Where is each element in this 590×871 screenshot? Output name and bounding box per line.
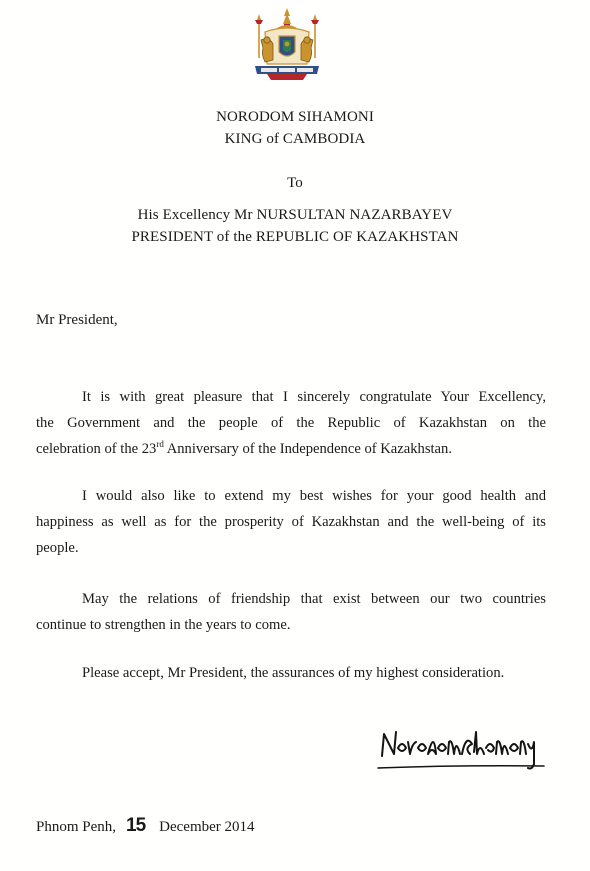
paragraph-assurances: [36, 660, 546, 686]
paragraph-line: the Government and the people of the Republic of Kazakhstan on the: [36, 415, 546, 431]
paragraph-congratulations: [36, 384, 546, 462]
paragraph-line: I would also like to extend my best wishes for your good health and: [82, 488, 546, 504]
recipient-name: His Excellency Mr NURSULTAN NAZARBAYEV: [137, 207, 453, 223]
to-label: To: [287, 175, 303, 191]
closing-month-year: December 2014: [159, 819, 255, 835]
sender-name: NORODOM SIHAMONI: [216, 109, 374, 125]
paragraph-line: celebration of the 23rd Anniversary of the Independence of Kazakhstan.: [36, 439, 452, 457]
closing-place: Phnom Penh,: [36, 819, 117, 835]
sender-title: KING of CAMBODIA: [224, 131, 366, 147]
salutation: Mr President,: [36, 312, 118, 328]
paragraph-line: continue to strengthen in the years to come.: [36, 617, 291, 633]
recipient-title: PRESIDENT of the REPUBLIC OF KAZAKHSTAN: [131, 229, 459, 245]
closing-day-handwritten: 15: [126, 815, 146, 836]
place-and-date: [36, 815, 255, 838]
paragraph-line: Please accept, Mr President, the assurances of my highest consideration.: [82, 665, 505, 681]
paragraph-line: people.: [36, 540, 79, 556]
royal-arms-of-cambodia-icon: [247, 6, 327, 82]
paragraph-line: happiness as well as for the prosperity of Kazakhstan and the well-being of its: [36, 514, 546, 530]
paragraph-line: May the relations of friendship that exist between our two countries: [82, 591, 546, 607]
paragraph-line: It is with great pleasure that I sincerely congratulate Your Excellency,: [82, 389, 546, 405]
paragraph-best-wishes: [36, 483, 546, 561]
handwritten-signature-icon: [376, 724, 546, 776]
paragraph-friendship: [36, 586, 546, 638]
